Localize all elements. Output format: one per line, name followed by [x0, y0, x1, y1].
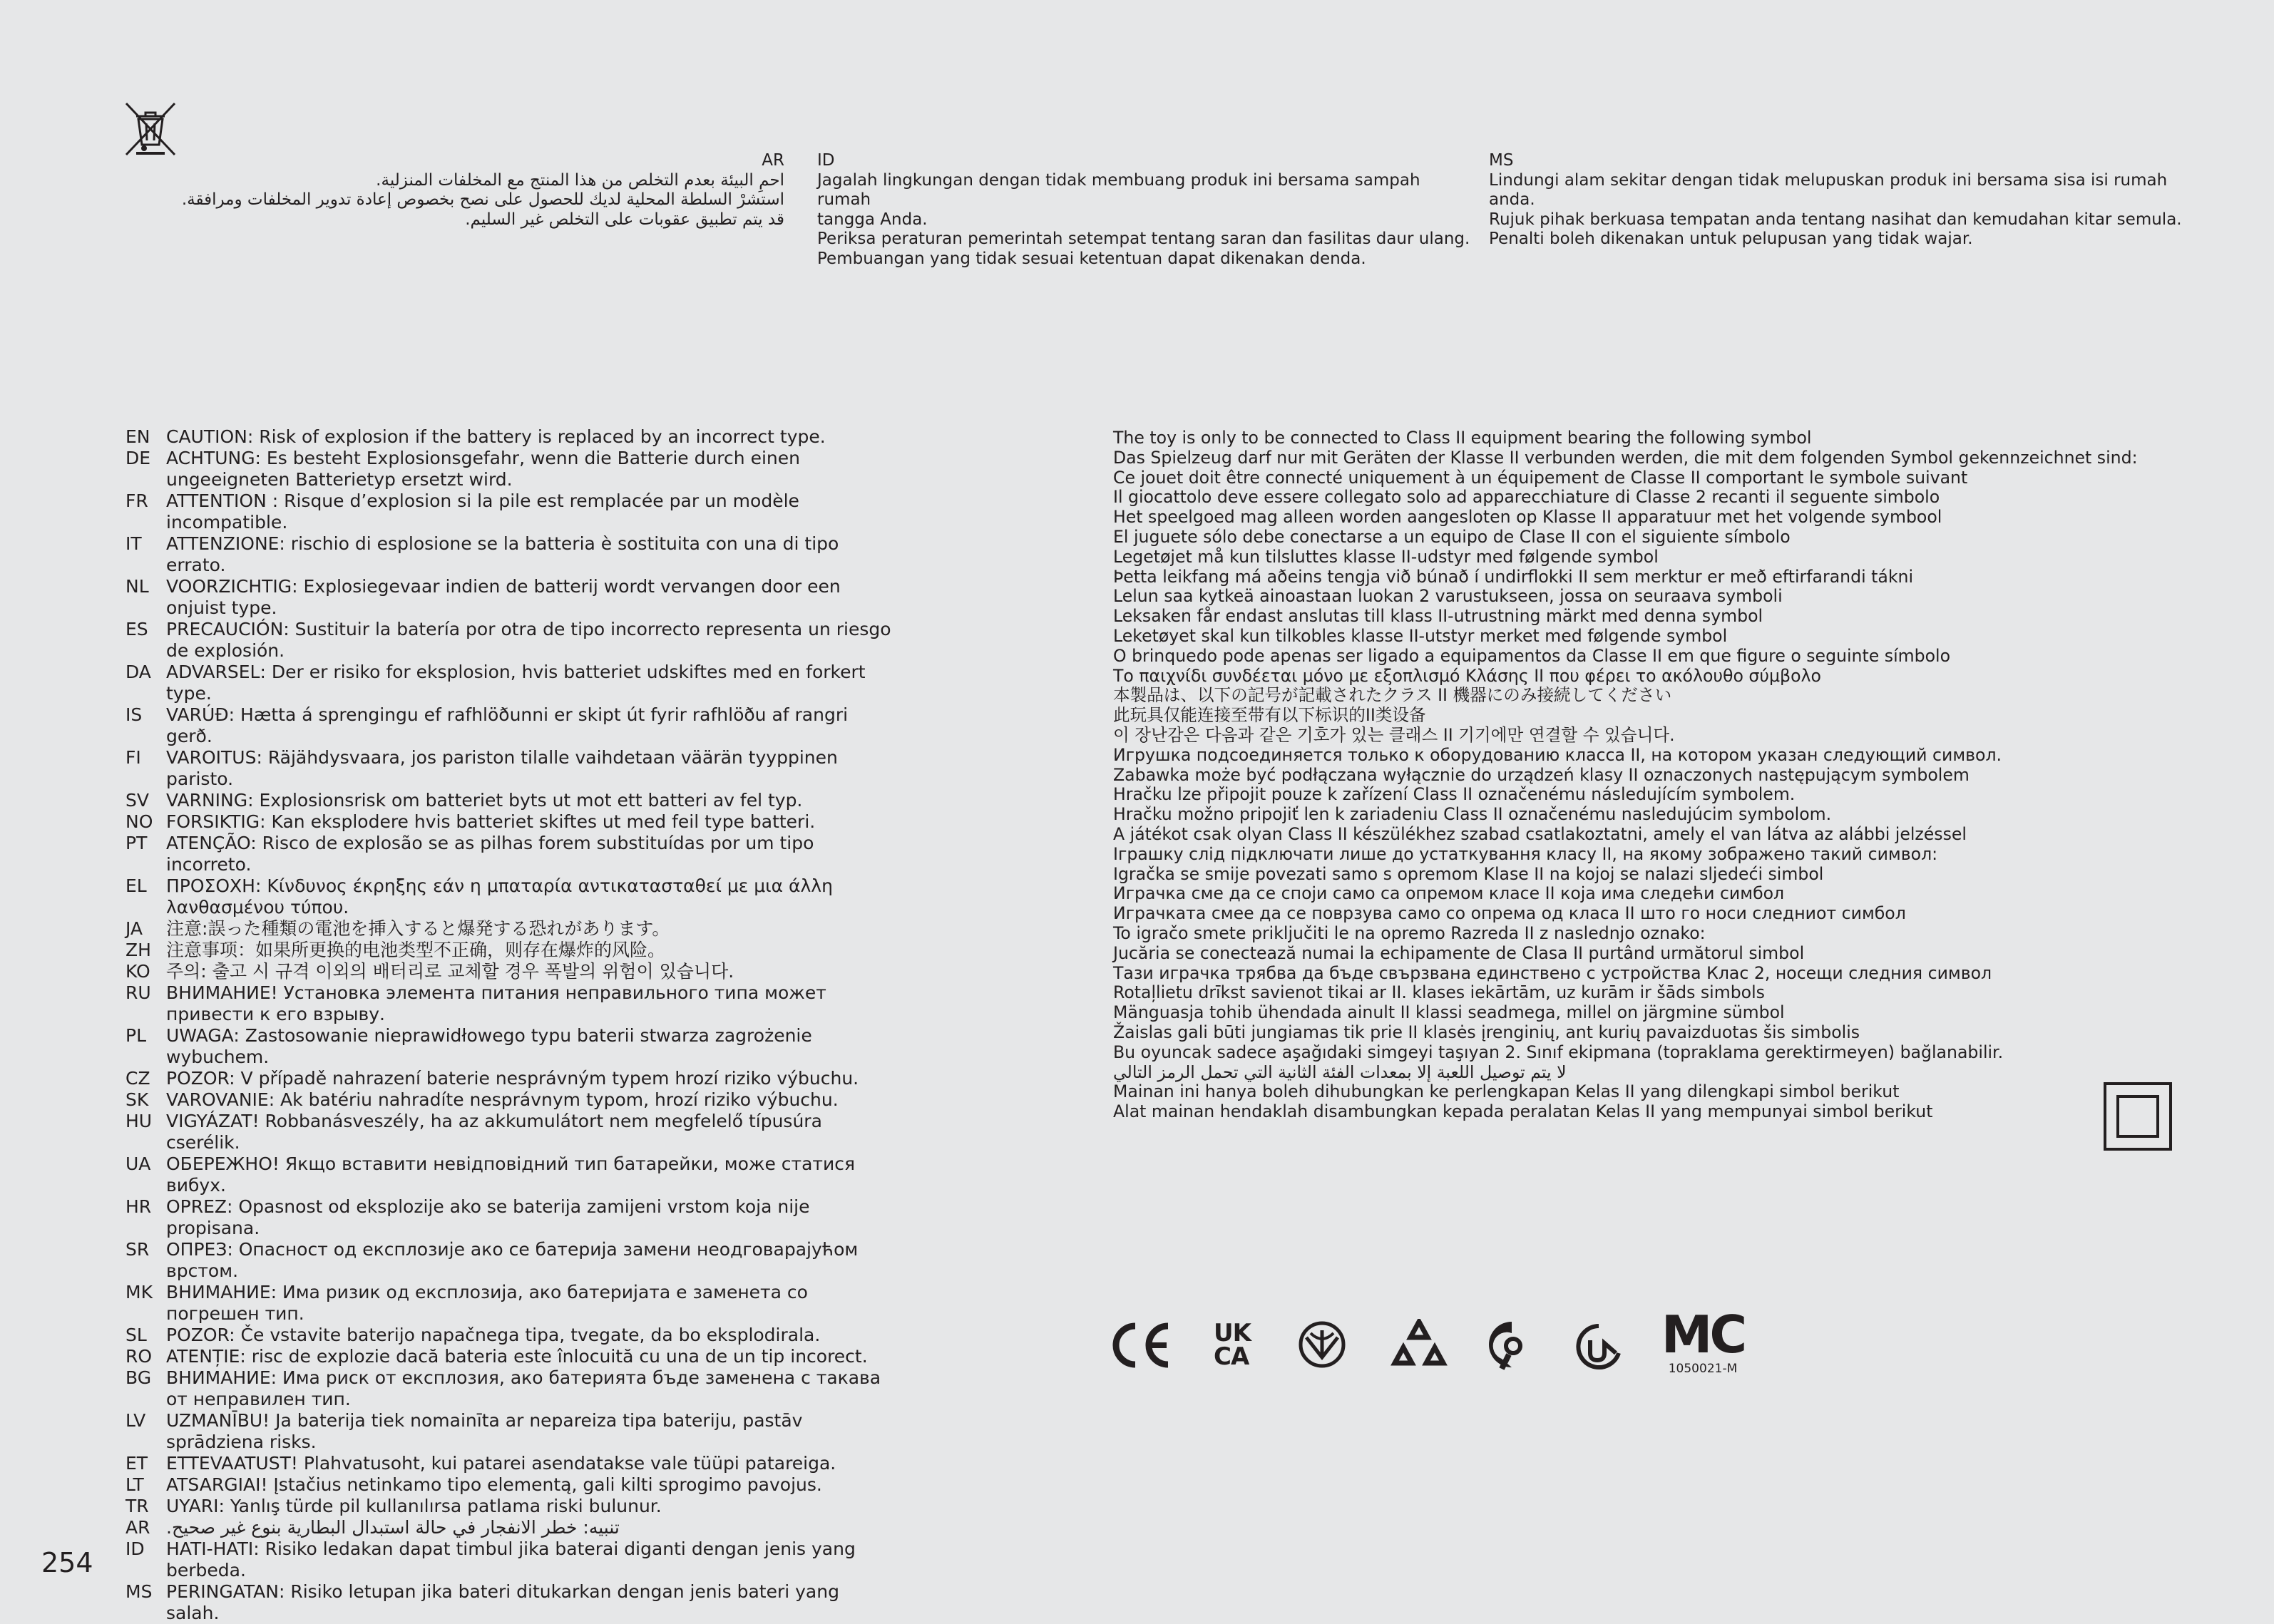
caution-row: [126, 662, 896, 704]
caution-text: ΠΡΟΣΟΧΗ: Κίνδυνος έκρηξης εάν η μπαταρία αντικατασταθεί με μια άλλη λανθασμένου τύπου.: [166, 875, 833, 918]
class-ii-line: Ce jouet doit être connecté uniquement à un équipement de Classe II comportant le symbole suivant: [1113, 467, 1968, 488]
caution-row: [126, 1410, 896, 1453]
class-ii-line: Alat mainan hendaklah disambungkan kepada peralatan Kelas II yang mempunyai simbol berikut: [1113, 1101, 1933, 1122]
caution-text: VARÚÐ: Hætta á sprengingu ef rafhlöðunni er skipt út fyrir rafhlöðu af rangri gerð.: [166, 704, 849, 746]
lang-code: LV: [126, 1410, 146, 1431]
caution-row: [126, 1538, 896, 1581]
caution-text: PRECAUCIÓN: Sustituir la batería por otra de tipo incorrecto representa un riesgo de explosión.: [166, 619, 891, 661]
lang-code: HU: [126, 1111, 153, 1131]
lang-code: UA: [126, 1153, 151, 1174]
lang-code: IT: [126, 533, 142, 554]
caution-row: [126, 1346, 896, 1367]
class-ii-line: Тази играчка трябва да бъде свързвана единствено с устройства Клас 2, носещи следния символ: [1113, 962, 1992, 983]
caution-text: 注意:誤った種類の電池を挿入すると爆発する恐れがあります。: [166, 918, 670, 939]
class-ii-line: Žaislas gali būti jungiamas tik prie II klasės įrenginių, ant kurių pavaizduotas šis simbolis: [1113, 1022, 1860, 1042]
class-ii-line: Hračku lze připojit pouze k zařízení Class II označenému následujícím symbolem.: [1113, 784, 1796, 805]
lang-code: EN: [126, 426, 150, 447]
class-ii-line: Legetøjet må kun tilsluttes klasse II-udstyr med følgende symbol: [1113, 546, 1659, 567]
caution-row: [126, 1068, 896, 1089]
caution-text: POZOR: V případě nahrazení baterie nesprávným typem hrozí riziko výbuchu.: [166, 1068, 859, 1089]
disposal-id: [817, 151, 1473, 269]
caution-row: [126, 1089, 896, 1111]
caution-row: [126, 875, 896, 918]
class-ii-line: Igračka se smije povezati samo s opremom Klase II na kojoj se nalazi sljedeći simbol: [1113, 863, 1824, 884]
class-ii-line: Το παιχνίδι συνδέεται μόνο με εξοπλισμό Κλάσης II που φέρει το ακόλουθο σύμβολο: [1113, 665, 1821, 686]
class-ii-line: To igračo smete priključiti le na opremo Razreda II z naslednjo oznako:: [1113, 923, 1706, 943]
class-ii-notice: [1113, 428, 2138, 1122]
caution-text: VARNING: Explosionsrisk om batteriet byts ut mot ett batteri av fel typ.: [166, 790, 803, 811]
lang-code: NO: [126, 811, 153, 832]
lang-code: ES: [126, 619, 148, 639]
caution-row: [126, 1025, 896, 1068]
lang-code: AR: [126, 1517, 150, 1538]
class-ii-line: Leksaken får endast anslutas till klass II-utrustning märkt med denna symbol: [1113, 606, 1763, 627]
caution-row: [126, 1196, 896, 1239]
eac-mark-icon: [1389, 1319, 1449, 1372]
class-ii-line: Lelun saa kytkeä ainoastaan luokan 2 varustukseen, jossa on seuraava symboli: [1113, 586, 1783, 607]
caution-text: ATTENTION : Risque d’explosion si la pile est remplacée par un modèle incompatible.: [166, 490, 799, 533]
caution-row: [126, 1111, 896, 1153]
class-ii-line: Zabawka może być podłączana wyłącznie do urządzeń klasy II oznaczonych następującym symbolem: [1113, 764, 1970, 785]
lang-code: CZ: [126, 1068, 150, 1089]
ukca-mark-icon: [1214, 1319, 1262, 1371]
caution-row: [126, 490, 896, 533]
caution-row: [126, 940, 896, 961]
caution-row: [126, 982, 896, 1025]
caution-text: ОБЕРЕЖНО! Якщо вставити невідповідний тип батарейки, може статися вибух.: [166, 1153, 856, 1196]
caution-text: ОПРЕЗ: Опасност од експлозије ако се батерија замени неодговарајућом врстом.: [166, 1239, 859, 1281]
disposal-line: Lindungi alam sekitar dengan tidak melupuskan produk ini bersama sisa isi rumah: [1489, 170, 2168, 190]
class-ii-line: Mänguasja tohib ühendada ainult II klassi seadmega, millel on järgmine sümbol: [1113, 1002, 1785, 1023]
disposal-line: Rujuk pihak berkuasa tempatan anda tentang nasihat dan kemudahan kitar semula.: [1489, 210, 2182, 229]
lang-code: DA: [126, 662, 151, 682]
mc-letters: MC: [1661, 1305, 1745, 1365]
caution-row: [126, 448, 896, 490]
disposal-line: استشرْ السلطة المحلية لديك للحصول على نصح بخصوص إعادة تدوير المخلفات ومرافقة.: [181, 190, 784, 209]
caution-text: PERINGATAN: Risiko letupan jika bateri ditukarkan dengan jenis bateri yang salah.: [166, 1581, 839, 1623]
caution-text: ВНИМАНИЕ! Установка элемента питания неправильного типа может привести к его взрыву.: [166, 982, 826, 1024]
caution-text: ВНИМАНИЕ: Има риск от експлозия, ако батерията бъде заменена с такава от неправилен тип.: [166, 1367, 881, 1409]
caution-row: [126, 1496, 896, 1517]
class-ii-line: El juguete sólo debe conectarse a un equipo de Clase II con el siguiente símbolo: [1113, 526, 1791, 547]
lang-code: SV: [126, 790, 149, 811]
caution-row: [126, 1453, 896, 1474]
class-ii-line: Leketøyet skal kun tilkobles klasse II-utstyr merket med følgende symbol: [1113, 625, 1728, 646]
caution-text: ATTENZIONE: rischio di esplosione se la batteria è sostituita con una di tipo errato.: [166, 533, 839, 575]
caution-row: [126, 619, 896, 662]
lang-code: FR: [126, 490, 148, 511]
class-ii-line: Þetta leikfang má aðeins tengja við búnað í undirflokki II sem merktur er með eftirfarandi tákni: [1113, 566, 1914, 587]
ce-mark-icon: [1110, 1320, 1174, 1370]
lang-code: ID: [126, 1538, 145, 1559]
caution-text: UWAGA: Zastosowanie nieprawidłowego typu baterii stwarza zagrożenie wybuchem.: [166, 1025, 812, 1067]
class-ii-double-square-icon: [2104, 1082, 2172, 1151]
lang-code: SR: [126, 1239, 150, 1260]
crossed-out-wheelie-bin-icon: [122, 101, 179, 158]
disposal-line: قد يتم تطبيق عقوبات على التخلص غير السليم.: [465, 210, 784, 229]
class-ii-line: Игрушка подсоединяется только к оборудованию класса II, на котором указан следующий символ.: [1113, 744, 2002, 765]
caution-text: ADVARSEL: Der er risiko for eksplosion, hvis batteriet udskiftes med en forkert type.: [166, 662, 866, 704]
class-ii-line: Mainan ini hanya boleh dihubungkan ke perlengkapan Kelas II yang dilengkapi simbol berikut: [1113, 1081, 1900, 1102]
disposal-line: tangga Anda.: [817, 210, 928, 229]
class-ii-line: A játékot csak olyan Class II készülékhez szabad csatlakoztatni, amely el van látva az alábbi jelzéssel: [1113, 823, 1967, 844]
caution-text: FORSIKTIG: Kan eksplodere hvis batteriet skiftes ut med feil type batteri.: [166, 811, 816, 832]
lang-code: BG: [126, 1367, 152, 1388]
lang-code: MK: [126, 1282, 153, 1302]
lang-code: SK: [126, 1089, 149, 1110]
lang-code: PT: [126, 833, 148, 853]
lang-code: IS: [126, 704, 143, 725]
caution-text: UYARI: Yanlış türde pil kullanılırsa patlama riski bulunur.: [166, 1496, 662, 1516]
class-ii-line: Играчката смее да се поврзува само со опрема од класа II што го носи следниот симбол: [1113, 903, 1906, 924]
lang-code: JA: [126, 918, 143, 939]
class-ii-line: Das Spielzeug darf nur mit Geräten der Klasse II verbunden werden, die mit dem folgenden Symbol gekennzeichnet sind:: [1113, 447, 2138, 468]
mc-number: 1050021-M: [1668, 1362, 1738, 1376]
class-ii-line: 本製品は、以下の記号が記載されたクラス II 機器にのみ接続してください: [1113, 685, 1672, 706]
caution-row: [126, 576, 896, 619]
caution-row: [126, 426, 896, 448]
lang-code: NL: [126, 576, 149, 597]
caution-text: 주의: 출고 시 규격 이외의 배터리로 교체할 경우 폭발의 위험이 있습니다.: [166, 961, 734, 982]
disposal-line: Pembuangan yang tidak sesuai ketentuan dapat dikenakan denda.: [817, 249, 1366, 268]
disposal-ms: [1489, 151, 2245, 250]
rcm-mark-icon: [1487, 1317, 1533, 1373]
class-ii-line: 이 장난감은 다음과 같은 기호가 있는 클래스 II 기기에만 연결할 수 있습니다.: [1113, 724, 1675, 745]
caution-text: HATI-HATI: Risiko ledakan dapat timbul jika baterai diganti dengan jenis yang berbeda.: [166, 1538, 856, 1581]
disposal-line: Periksa peraturan pemerintah setempat tentang saran dan fasilitas daur ulang.: [817, 230, 1470, 248]
caution-text: ETTEVAATUST! Plahvatusoht, kui patarei asendatakse vale tüüpi patareiga.: [166, 1453, 836, 1474]
caution-text: ACHTUNG: Es besteht Explosionsgefahr, wenn die Batterie durch einen ungeeigneten Batterietyp ersetzt wird.: [166, 448, 800, 490]
lang-code: EL: [126, 875, 147, 896]
lang-code: DE: [126, 448, 151, 468]
lang-code: KO: [126, 961, 150, 982]
lang-code: MS: [1489, 151, 1514, 170]
ukca-bottom: CA: [1214, 1342, 1249, 1371]
caution-text: ATSARGIAI! Įstačius netinkamo tipo elementą, gali kilti sprogimo pavojus.: [166, 1474, 822, 1495]
caution-text: ATENÇÃO: Risco de explosão se as pilhas forem substituídas por um tipo incorreto.: [166, 833, 814, 875]
disposal-line: anda.: [1489, 190, 1535, 209]
ukca-top: UK: [1214, 1319, 1251, 1347]
class-ii-line: Bu oyuncak sadece aşağıdaki simgeyi taşıyan 2. Sınıf ekipmana (topraklama gerektirmeyen) bağlanabilir.: [1113, 1042, 2004, 1062]
caution-row: [126, 747, 896, 790]
class-ii-line: لا يتم توصيل اللعبة إلا بمعدات الفئة الثانية التي تحمل الرمز التالي: [1113, 1062, 1567, 1082]
lang-code: ZH: [126, 940, 151, 960]
lang-code: ID: [817, 151, 835, 170]
lang-code: SL: [126, 1325, 147, 1345]
caution-text: OPREZ: Opasnost od eksplozije ako se baterija zamijeni vrstom koja nije propisana.: [166, 1196, 810, 1238]
caution-row: [126, 1153, 896, 1196]
caution-text: VIGYÁZAT! Robbanásveszély, ha az akkumulátort nem megfelelő típusúra cserélik.: [166, 1111, 822, 1153]
caution-text: تنبيه: خطر الانفجار في حالة استبدال البطارية بنوع غير صحيح.: [166, 1517, 620, 1538]
class-ii-line: Hračku možno pripojiť len k zariadeniu Class II označenému nasledujúcim symbolom.: [1113, 804, 1832, 825]
caution-text: VAROITUS: Räjähdysvaara, jos pariston tilalle vaihdetaan väärän tyyppinen paristo.: [166, 747, 838, 789]
lang-code: MS: [126, 1581, 153, 1602]
class-ii-line: Il giocattolo deve essere collegato solo ad apparecchiature di Classe 2 recanti il seguente simbolo: [1113, 487, 1940, 508]
caution-text: UZMANĪBU! Ja baterija tiek nomainīta ar nepareiza tipa bateriju, pastāv sprādziena risks.: [166, 1410, 803, 1452]
lang-code: RO: [126, 1346, 153, 1367]
caution-row: [126, 533, 896, 576]
class-ii-line: Іграшку слід підключати лише до устаткування класу II, на якому зображено такий символ:: [1113, 843, 1938, 864]
class-ii-line: Het speelgoed mag alleen worden aangesloten op Klasse II apparatuur met het volgende symbool: [1113, 507, 1942, 528]
caution-text: VOORZICHTIG: Explosiegevaar indien de batterij wordt vervangen door een onjuist type.: [166, 576, 841, 618]
caution-text: 注意事项：如果所更换的电池类型不正确，则存在爆炸的风险。: [166, 940, 666, 960]
page-number: 254: [41, 1547, 93, 1578]
class-ii-line: O brinquedo pode apenas ser ligado a equipamentos da Classe II em que figure o seguinte símbolo: [1113, 645, 1951, 666]
caution-text: VAROVANIE: Ak batériu nahradíte nesprávnym typom, hrozí riziko výbuchu.: [166, 1089, 839, 1110]
disposal-line: Jagalah lingkungan dengan tidak membuang produk ini bersama sampah rumah: [817, 170, 1420, 209]
disposal-ar: [107, 151, 784, 230]
caution-row: [126, 918, 896, 940]
disposal-line: احمِ البيئة بعدم التخلص من هذا المنتج مع المخلفات المنزلية.: [376, 170, 784, 190]
certification-marks: [1110, 1306, 1751, 1384]
caution-text: CAUTION: Risk of explosion if the battery is replaced by an incorrect type.: [166, 426, 826, 447]
caution-row: [126, 1367, 896, 1410]
class-ii-line: 此玩具仅能连接至带有以下标识的II类设备: [1113, 705, 1426, 726]
caution-row: [126, 1581, 896, 1624]
lang-code: TR: [126, 1496, 149, 1516]
caution-row: [126, 1239, 896, 1282]
lang-code: FI: [126, 747, 141, 768]
lang-code: HR: [126, 1196, 152, 1217]
ukraine-ua-mark-icon: [1573, 1322, 1623, 1372]
moroccan-conformity-mark-icon: [1296, 1319, 1348, 1370]
class-ii-line: Rotaļlietu drīkst savienot tikai ar II. klases iekārtām, uz kurām ir šāds simbols: [1113, 982, 1765, 1003]
lang-code: LT: [126, 1474, 144, 1495]
lang-code: RU: [126, 982, 151, 1003]
caution-row: [126, 1325, 896, 1346]
disposal-line: Penalti boleh dikenakan untuk pelupusan yang tidak wajar.: [1489, 230, 1973, 248]
caution-text: ATENȚIE: risc de explozie dacă bateria este înlocuită cu una de un tip incorect.: [166, 1346, 868, 1367]
caution-text: POZOR: Če vstavite baterijo napačnega tipa, tvegate, da bo eksplodirala.: [166, 1325, 821, 1345]
lang-code: AR: [762, 151, 784, 170]
caution-text: ВНИМАНИЕ: Има ризик од експлозија, ако батеријата е заменета со погрешен тип.: [166, 1282, 808, 1324]
lang-code: ET: [126, 1453, 148, 1474]
battery-caution-list: [126, 426, 896, 1624]
caution-row: [126, 1517, 896, 1538]
mc-mark-icon: [1660, 1305, 1746, 1380]
caution-row: [126, 961, 896, 982]
caution-row: [126, 1282, 896, 1325]
lang-code: PL: [126, 1025, 147, 1046]
class-ii-line: The toy is only to be connected to Class II equipment bearing the following symbol: [1113, 428, 1812, 448]
caution-row: [126, 811, 896, 833]
caution-row: [126, 790, 896, 811]
class-ii-line: Играчка сме да се споји само са опремом класе II која има следећи симбол: [1113, 883, 1785, 904]
caution-row: [126, 833, 896, 875]
caution-row: [126, 1474, 896, 1496]
class-ii-line: Jucăria se conectează numai la echipamente de Clasa II purtând următorul simbol: [1113, 942, 1805, 963]
caution-row: [126, 704, 896, 747]
